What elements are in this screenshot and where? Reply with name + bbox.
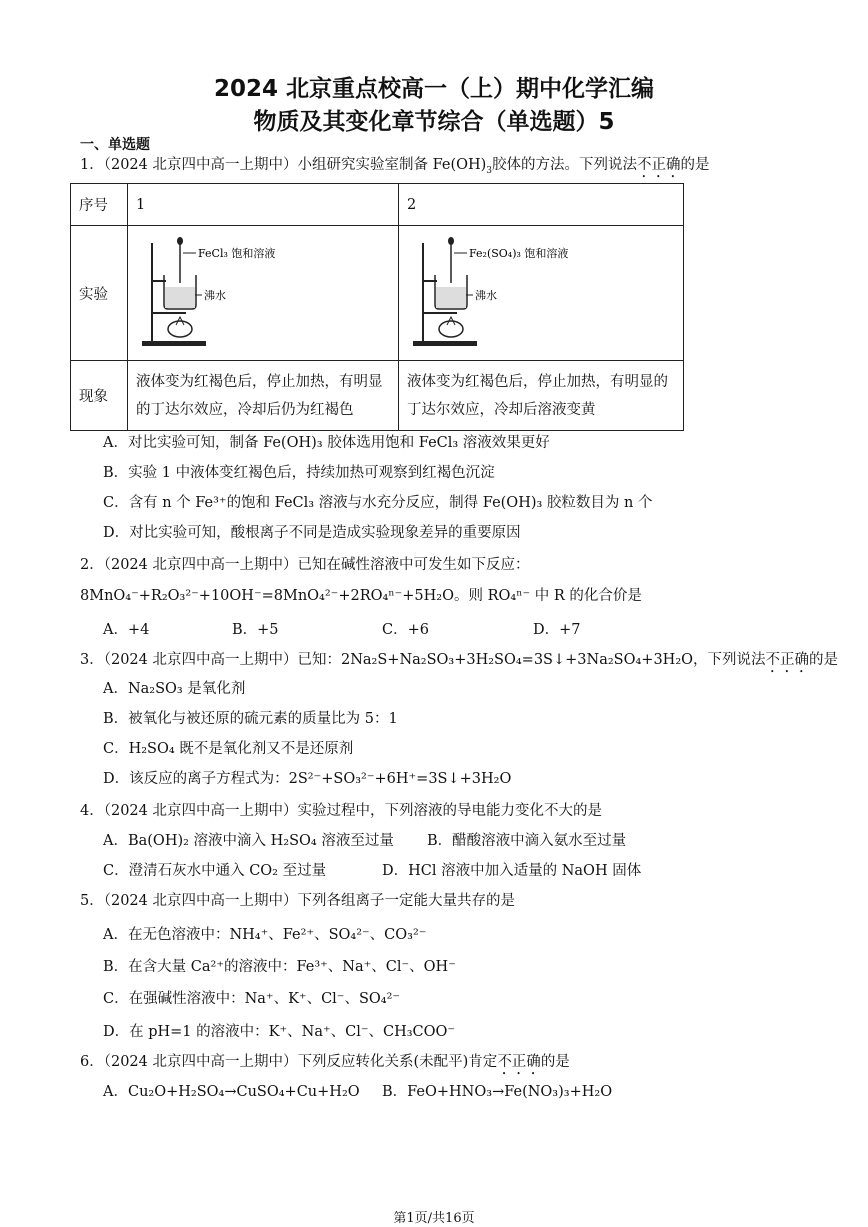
- q3-option-d: D．该反应的离子方程式为：2S²⁻+SO₃²⁻+6H⁺=3S↓+3H₂O: [103, 771, 512, 787]
- q4-option-a: A．Ba(OH)₂ 溶液中滴入 H₂SO₄ 溶液至过量: [103, 833, 394, 849]
- col1-number: 1: [128, 184, 399, 226]
- experiment-table: [70, 183, 684, 431]
- q1-stem: 1．（2024 北京四中高一上期中）小组研究实验室制备 $Fe(OH)_3$胶体的方法。下列说法不正确的是: [80, 157, 710, 176]
- row-label-experiment: 实验: [71, 226, 128, 361]
- q1-option-b: B．实验 1 中液体变红褐色后，持续加热可观察到红褐色沉淀: [103, 465, 495, 481]
- row-label-observation: 现象: [71, 361, 128, 431]
- q5-option-c: C．在强碱性溶液中：Na⁺、K⁺、Cl⁻、SO₄²⁻: [103, 991, 401, 1007]
- page-footer: 第1页/共16页: [393, 1211, 475, 1226]
- col2-number: 2: [399, 184, 684, 226]
- q4-option-c: C．澄清石灰水中通入 CO₂ 至过量: [103, 863, 327, 879]
- apparatus-1-diagram: [136, 233, 296, 353]
- page-title: 2024 北京重点校高一（上）期中化学汇编: [213, 76, 655, 102]
- q2-option-a: A．+4: [103, 622, 150, 638]
- q3-option-c: C．H₂SO₄ 既不是氧化剂又不是还原剂: [103, 741, 354, 757]
- q4-option-d: D．HCl 溶液中加入适量的 NaOH 固体: [382, 863, 642, 879]
- reagent-label-1: FeCl₃ 饱和溶液: [198, 247, 276, 260]
- boiling-water-label-1: 沸水: [204, 289, 226, 302]
- q3-option-b: B．被氧化与被还原的硫元素的质量比为 5：1: [103, 711, 398, 727]
- row-label-number: 序号: [71, 184, 128, 226]
- q2-equation: 8MnO₄⁻+R₂O₃²⁻+10OH⁻=8MnO₄²⁻+2RO₄ⁿ⁻+5H₂O。则 RO₄ⁿ⁻ 中 R 的化合价是: [80, 588, 642, 604]
- q1-option-c: C．含有 n 个 Fe³⁺的饱和 FeCl₃ 溶液与水充分反应，制得 Fe(OH)₃ 胶粒数目为 n 个: [103, 495, 653, 511]
- q5-option-a: A．在无色溶液中：NH₄⁺、Fe²⁺、SO₄²⁻、CO₃²⁻: [103, 927, 427, 943]
- q4-stem: 4．（2024 北京四中高一上期中）实验过程中，下列溶液的导电能力变化不大的是: [80, 803, 602, 819]
- page-subtitle: 物质及其变化章节综合（单选题）5: [253, 109, 615, 135]
- q6-stem: 6．（2024 北京四中高一上期中）下列反应转化关系(未配平)肯定不正确的是: [80, 1054, 570, 1070]
- observation-2: 液体变为红褐色后，停止加热，有明显的 丁达尔效应，冷却后溶液变黄: [399, 361, 684, 431]
- q4-option-b: B．醋酸溶液中滴入氨水至过量: [427, 833, 627, 849]
- apparatus-2-diagram: [407, 233, 577, 353]
- boiling-water-label-2: 沸水: [475, 289, 497, 302]
- q3-stem: 3．（2024 北京四中高一上期中）已知：2Na₂S+Na₂SO₃+3H₂SO₄=3S↓+3Na₂SO₄+3H₂O，下列说法不正确的是: [80, 652, 839, 668]
- q2-option-c: C．+6: [382, 622, 429, 638]
- section-heading: 一、单选题: [80, 137, 150, 153]
- q2-stem: 2．（2024 北京四中高一上期中）已知在碱性溶液中可发生如下反应：: [80, 557, 530, 573]
- q1-option-d: D．对比实验可知，酸根离子不同是造成实验现象差异的重要原因: [103, 525, 521, 541]
- q2-option-b: B．+5: [232, 622, 279, 638]
- q6-option-a: A．Cu₂O+H₂SO₄→CuSO₄+Cu+H₂O: [103, 1084, 360, 1100]
- q3-option-a: A．Na₂SO₃ 是氧化剂: [103, 681, 246, 697]
- observation-1: 液体变为红褐色后，停止加热，有明显 的丁达尔效应，冷却后仍为红褐色: [128, 361, 399, 431]
- experiment-1-cell: [128, 226, 399, 361]
- q5-option-b: B．在含大量 Ca²⁺的溶液中：Fe³⁺、Na⁺、Cl⁻、OH⁻: [103, 959, 456, 975]
- q2-option-d: D．+7: [533, 622, 581, 638]
- q6-option-b: B．FeO+HNO₃→Fe(NO₃)₃+H₂O: [382, 1084, 613, 1100]
- q5-option-d: D．在 pH=1 的溶液中：K⁺、Na⁺、Cl⁻、CH₃COO⁻: [103, 1024, 456, 1040]
- q1-option-a: A．对比实验可知，制备 Fe(OH)₃ 胶体选用饱和 FeCl₃ 溶液效果更好: [103, 435, 550, 451]
- q5-stem: 5．（2024 北京四中高一上期中）下列各组离子一定能大量共存的是: [80, 893, 515, 909]
- experiment-2-cell: [399, 226, 684, 361]
- reagent-label-2: Fe₂(SO₄)₃ 饱和溶液: [469, 247, 569, 260]
